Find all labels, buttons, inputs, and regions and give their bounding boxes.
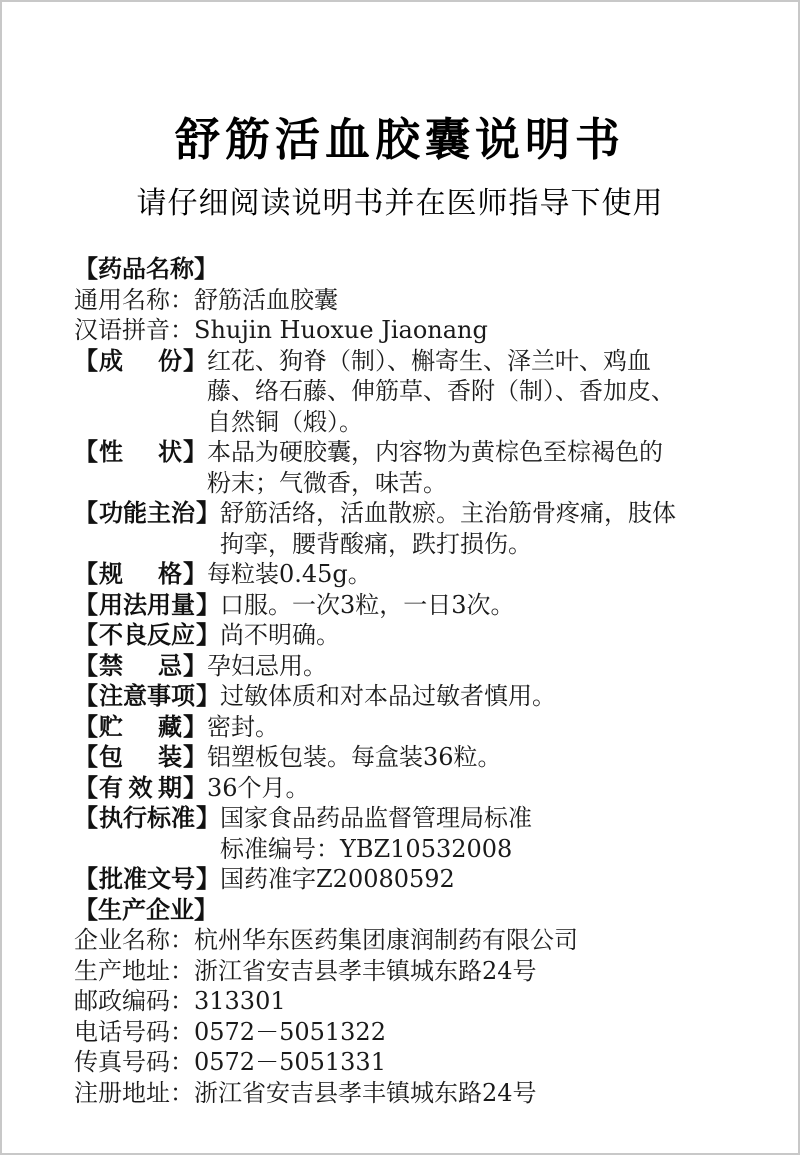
bracket-close: 】 — [183, 560, 207, 588]
label-char: 法 — [123, 590, 147, 619]
document-title: 舒筋活血胶囊说明书 — [174, 113, 625, 166]
field-value-line: 孕妇忌用。 — [207, 651, 327, 680]
field-row — [74, 742, 774, 773]
field-value — [220, 620, 774, 651]
bracket-close: 】 — [183, 773, 207, 802]
field-value-line: 标准编号：YBZ10532008 — [220, 834, 513, 863]
field-row — [74, 681, 774, 712]
field-list — [74, 346, 774, 895]
bracket-open: 【 — [74, 682, 98, 710]
field-value — [220, 498, 774, 559]
field-row — [74, 346, 774, 438]
field-value — [207, 742, 774, 773]
generic-name-line: 通用名称：舒筋活血胶囊 — [74, 285, 338, 314]
label-char: 格 — [158, 560, 182, 588]
label-char: 准 — [123, 865, 147, 893]
field-value — [207, 346, 774, 438]
document-body — [74, 254, 774, 1108]
field-row — [74, 712, 774, 743]
label-char: 良 — [123, 621, 147, 649]
bracket-open: 【 — [74, 499, 98, 527]
field-value-line: 本品为硬胶囊，内容物为黄棕色至棕褐色的 — [207, 438, 663, 466]
bracket-open: 【 — [74, 712, 98, 741]
field-value — [220, 803, 774, 864]
field-label — [74, 437, 207, 468]
bracket-open: 【 — [74, 651, 98, 680]
field-value — [207, 773, 774, 804]
label-char: 份 — [158, 346, 182, 375]
field-value-line: 舒筋活络，活血散瘀。主治筋骨疼痛，肢体 — [220, 499, 676, 527]
label-char: 主 — [147, 499, 171, 527]
bracket-open: 【 — [74, 346, 98, 375]
bracket-close: 】 — [196, 499, 220, 527]
label-char: 禁 — [99, 651, 123, 680]
field-value — [207, 437, 774, 498]
manufacturer-line: 电话号码：0572－5051322 — [74, 1017, 386, 1046]
bracket-open: 【 — [74, 590, 98, 619]
pinyin-line: 汉语拼音：Shujin Huoxue Jiaonang — [74, 316, 488, 344]
bracket-close: 】 — [196, 682, 220, 710]
field-value-line: 红花、狗脊（制）、槲寄生、泽兰叶、鸡血 — [207, 346, 651, 375]
label-char: 藏 — [158, 712, 182, 741]
field-label — [74, 742, 207, 773]
field-row — [74, 559, 774, 590]
label-char: 有 — [99, 773, 123, 802]
label-char: 项 — [171, 682, 195, 710]
label-char: 功 — [99, 499, 123, 527]
label-char: 意 — [123, 682, 147, 710]
field-value — [207, 712, 774, 743]
label-char: 准 — [171, 804, 195, 832]
bracket-close: 】 — [183, 743, 207, 771]
bracket-open: 【 — [74, 438, 98, 466]
label-char: 用 — [147, 590, 171, 619]
field-value — [220, 681, 774, 712]
label-char: 包 — [99, 743, 123, 771]
bracket-close: 】 — [183, 712, 207, 741]
field-value-line: 拘挛，腰背酸痛，跌打损伤。 — [220, 529, 532, 558]
bracket-close: 】 — [196, 590, 220, 619]
field-value-line: 国家食品药品监督管理局标准 — [220, 804, 532, 832]
manufacturer-line: 企业名称：杭州华东医药集团康润制药有限公司 — [74, 926, 578, 954]
label-char: 标 — [147, 804, 171, 832]
label-char: 量 — [171, 590, 195, 619]
field-row — [74, 773, 774, 804]
label-char: 用 — [99, 590, 123, 619]
field-value — [207, 559, 774, 590]
field-label — [74, 651, 207, 682]
label-char: 成 — [99, 346, 123, 375]
field-label — [74, 620, 220, 651]
drug-name-heading: 【药品名称】 — [74, 255, 218, 283]
field-row — [74, 864, 774, 895]
manufacturer-line: 邮政编码：313301 — [74, 987, 286, 1015]
label-char: 装 — [158, 743, 182, 771]
field-label — [74, 712, 207, 743]
bracket-close: 】 — [196, 621, 220, 649]
label-char: 治 — [171, 499, 195, 527]
manufacturer-info — [74, 925, 774, 1108]
field-row — [74, 620, 774, 651]
field-value-line: 过敏体质和对本品过敏者慎用。 — [220, 682, 556, 710]
manufacturer-line: 生产地址：浙江省安吉县孝丰镇城东路24号 — [74, 956, 537, 985]
field-value-line: 粉末；气微香，味苦。 — [207, 468, 447, 497]
field-label — [74, 773, 207, 804]
label-char: 行 — [123, 804, 147, 832]
field-row — [74, 651, 774, 682]
manufacturer-line: 注册地址：浙江省安吉县孝丰镇城东路24号 — [74, 1078, 537, 1107]
field-label — [74, 803, 220, 834]
label-char: 效 — [128, 773, 153, 802]
field-label — [74, 498, 220, 529]
field-value-line: 尚不明确。 — [220, 621, 340, 649]
field-value-line: 密封。 — [207, 712, 279, 741]
label-char: 应 — [171, 621, 195, 649]
field-row — [74, 590, 774, 621]
field-label — [74, 681, 220, 712]
field-value-line: 国药准字Z20080592 — [220, 865, 455, 893]
field-label — [74, 590, 220, 621]
label-char: 期 — [158, 773, 182, 802]
label-char: 文 — [147, 865, 171, 893]
bracket-open: 【 — [74, 560, 98, 588]
field-value-line: 铝塑板包装。每盒装36粒。 — [207, 743, 502, 771]
label-char: 规 — [99, 560, 123, 588]
field-value-line: 36个月。 — [207, 773, 310, 802]
label-char: 忌 — [158, 651, 182, 680]
label-char: 反 — [147, 621, 171, 649]
field-value-line: 自然铜（煅）。 — [207, 407, 363, 436]
field-value-line: 藤、络石藤、伸筋草、香附（制）、香加皮、 — [207, 377, 675, 405]
bracket-open: 【 — [74, 865, 98, 893]
label-char: 贮 — [99, 712, 123, 741]
bracket-close: 】 — [196, 865, 220, 893]
label-char: 状 — [158, 438, 182, 466]
bracket-close: 】 — [183, 438, 207, 466]
label-char: 性 — [99, 438, 123, 466]
field-label — [74, 559, 207, 590]
field-value — [220, 864, 774, 895]
bracket-close: 】 — [183, 651, 207, 680]
label-char: 注 — [99, 682, 123, 710]
field-label — [74, 346, 207, 377]
field-row — [74, 803, 774, 864]
bracket-open: 【 — [74, 773, 98, 802]
field-value — [220, 590, 774, 621]
field-row — [74, 437, 774, 498]
manufacturer-heading: 【生产企业】 — [74, 895, 218, 924]
document-subtitle: 请仔细阅读说明书并在医师指导下使用 — [136, 186, 664, 221]
bracket-close: 】 — [196, 804, 220, 832]
bracket-open: 【 — [74, 621, 98, 649]
label-char: 批 — [99, 865, 123, 893]
label-char: 号 — [171, 865, 195, 893]
bracket-close: 】 — [183, 346, 207, 375]
manufacturer-line: 传真号码：0572－5051331 — [74, 1048, 386, 1076]
field-value — [207, 651, 774, 682]
field-value-line: 每粒装0.45g。 — [207, 560, 372, 588]
field-value-line: 口服。一次3粒，一日3次。 — [220, 590, 515, 619]
label-char: 事 — [147, 682, 171, 710]
field-row — [74, 498, 774, 559]
label-char: 能 — [123, 499, 147, 527]
bracket-open: 【 — [74, 743, 98, 771]
field-label — [74, 864, 220, 895]
bracket-open: 【 — [74, 804, 98, 832]
label-char: 执 — [99, 804, 123, 832]
label-char: 不 — [99, 621, 123, 649]
